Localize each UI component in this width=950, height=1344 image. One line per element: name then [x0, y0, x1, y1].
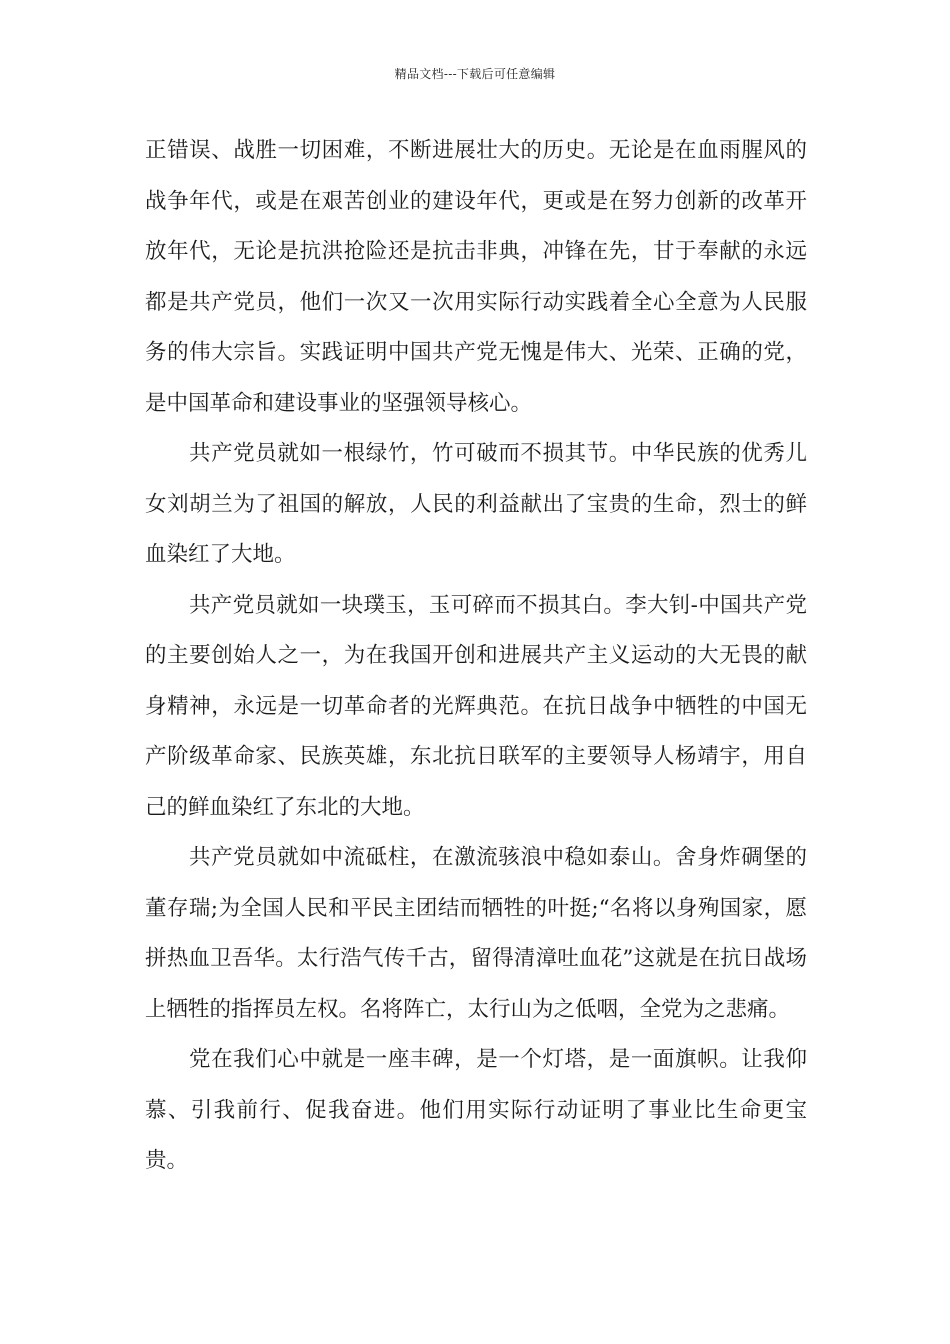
- body-text: [145, 126, 807, 1187]
- page-header: 精品文档---下载后可任意编辑: [394, 67, 556, 81]
- paragraph-1: 正错误、战胜一切困难，不断进展壮大的历史。无论是在血雨腥风的战争年代，或是在艰苦创业的建设年代，更或是在努力创新的改革开放年代，无论是抗洪抢险还是抗击非典，冲锋在先，甘于奉献的永远都是共产党员，他们一次又一次用实际行动实践着全心全意为人民服务的伟大宗旨。实践证明中国共产党无愧是伟大、光荣、正确的党，是中国革命和建设事业的坚强领导核心。: [145, 138, 807, 416]
- paragraph-4: 共产党员就如中流砥柱，在激流骇浪中稳如泰山。舍身炸碉堡的董存瑞;为全国人民和平民主团结而牺牲的叶挺;“名将以身殉国家，愿拼热血卫吾华。太行浩气传千古，留得清漳吐血花”这就是在抗日战场上牺牲的指挥员左权。名将阵亡，太行山为之低咽，全党为之悲痛。: [145, 845, 807, 1022]
- paragraph-3: 共产党员就如一块璞玉，玉可碎而不损其白。李大钊-中国共产党的主要创始人之一，为在我国开创和进展共产主义运动的大无畏的献身精神，永远是一切革命者的光辉典范。在抗日战争中牺牲的中国无产阶级革命家、民族英雄，东北抗日联军的主要领导人杨靖宇，用自己的鲜血染红了东北的大地。: [145, 592, 807, 820]
- paragraph-2: 共产党员就如一根绿竹，竹可破而不损其节。中华民族的优秀儿女刘胡兰为了祖国的解放，人民的利益献出了宝贵的生命，烈士的鲜血染红了大地。: [145, 441, 807, 567]
- paragraph-5: 党在我们心中就是一座丰碑，是一个灯塔，是一面旗帜。让我仰慕、引我前行、促我奋进。他们用实际行动证明了事业比生命更宝贵。: [145, 1047, 807, 1173]
